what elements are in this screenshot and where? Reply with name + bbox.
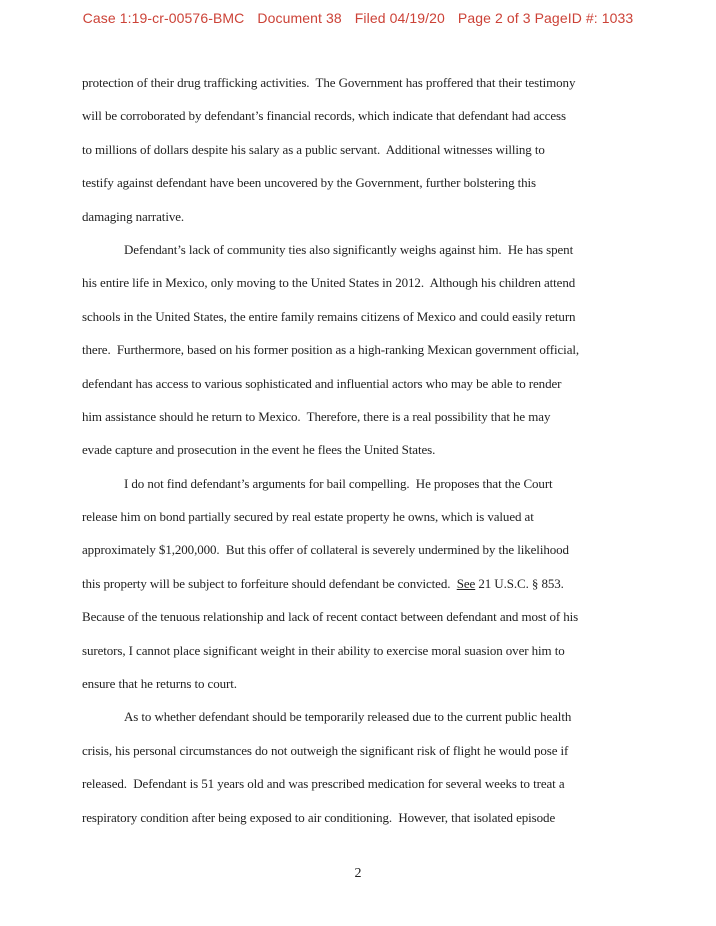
document-line: Because of the tenuous relationship and lack of recent contact between defendant and most of his (82, 609, 579, 625)
document-body (82, 66, 642, 834)
page-number: 2 (354, 866, 362, 881)
text-segment: this property will be subject to forfeiture should defendant be convicted. (82, 575, 457, 591)
document-line: defendant has access to various sophisticated and influential actors who may be able to render (82, 375, 562, 391)
stamp-part: Page 2 of 3 PageID #: 1033 (457, 10, 634, 26)
text-segment: 21 U.S.C. § 853. (475, 575, 564, 591)
document-line: schools in the United States, the entire family remains citizens of Mexico and could easily return (82, 308, 576, 324)
document-line: there. Furthermore, based on his former position as a high-ranking Mexican government official, (82, 342, 580, 358)
stamp-part: Filed 04/19/20 (354, 10, 445, 26)
document-line: released. Defendant is 51 years old and was prescribed medication for several weeks to treat a (82, 776, 565, 792)
document-line: to millions of dollars despite his salary as a public servant. Additional witnesses willing to (82, 141, 545, 157)
document-line: ensure that he returns to court. (82, 676, 237, 692)
case-stamp-header (0, 10, 716, 26)
document-line (82, 567, 642, 600)
document-line: testify against defendant have been uncovered by the Government, further bolstering this (82, 175, 536, 191)
document-line: protection of their drug trafficking activities. The Government has proffered that their testimony (82, 75, 576, 90)
citation-signal: See (456, 575, 476, 591)
document-line: As to whether defendant should be temporarily released due to the current public health (124, 709, 572, 725)
document-line: respiratory condition after being exposed to air conditioning. However, that isolated episode (82, 809, 556, 825)
document-line: suretors, I cannot place significant weight in their ability to exercise moral suasion over him to (82, 642, 565, 658)
document-line: will be corroborated by defendant’s financial records, which indicate that defendant had access (82, 108, 566, 124)
document-line: release him on bond partially secured by real estate property he owns, which is valued at (82, 509, 534, 525)
document-line: approximately $1,200,000. But this offer of collateral is severely undermined by the likelihood (82, 542, 569, 558)
document-line: Defendant’s lack of community ties also significantly weighs against him. He has spent (124, 241, 574, 257)
document-line: him assistance should he return to Mexico. Therefore, there is a real possibility that he may (82, 408, 551, 424)
document-line: I do not find defendant’s arguments for bail compelling. He proposes that the Court (124, 475, 553, 491)
stamp-part: Case 1:19-cr-00576-BMC (82, 10, 245, 26)
stamp-part: Document 38 (257, 10, 342, 26)
document-line: crisis, his personal circumstances do not outweigh the significant risk of flight he would pose if (82, 742, 569, 758)
document-line: damaging narrative. (82, 208, 185, 224)
document-line: evade capture and prosecution in the event he flees the United States. (82, 442, 436, 458)
document-line: his entire life in Mexico, only moving to the United States in 2012. Although his children attend (82, 275, 576, 291)
